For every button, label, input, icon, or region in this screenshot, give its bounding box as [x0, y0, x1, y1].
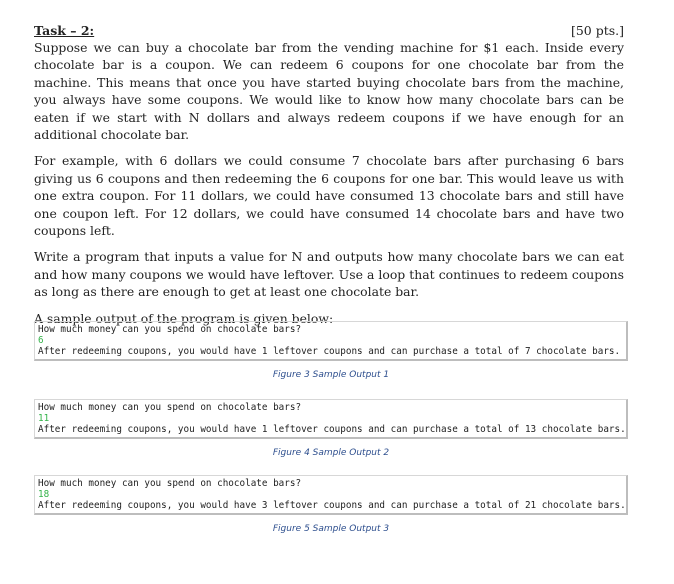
problem-description: Suppose we can buy a chocolate bar from the vending machine for $1 each. Inside every chocolate bar is a coupon. We can redeem 6 coupons for one chocolate bar from the machine. This means that once you have started buying chocolate bars from the machine, you always have some coupons. We would like to know how many chocolate bars can be eaten if we start with N dollars and always redeem coupons if we have enough for an additional chocolate bar. [34, 40, 624, 143]
sample-intro: A sample output of the program is given below: [34, 310, 334, 326]
console-prompt: How much money can you spend on chocolate bars? [38, 402, 302, 413]
figure-caption: Figure 4 Sample Output 2 [272, 448, 390, 458]
sample-output-1 [34, 321, 628, 380]
console-result: After redeeming coupons, you would have 1 leftover coupons and can purchase a total of 13 chocolate bars. [38, 424, 626, 435]
console-box [34, 475, 628, 515]
figure-caption: Figure 5 Sample Output 3 [272, 524, 390, 534]
sample-output-3 [34, 475, 628, 534]
instruction-paragraph: Write a program that inputs a value for N and outputs how many chocolate bars we can eat and how many coupons we would have leftover. Use a loop that continues to redeem coupons as long as there are enough to get at least one chocolate bar. [34, 249, 624, 300]
task-points: [50 pts.] [570, 23, 624, 38]
console-input: 18 [38, 489, 50, 500]
task-document [34, 22, 624, 336]
example-paragraph: For example, with 6 dollars we could consume 7 chocolate bars after purchasing 6 bars giving us 6 coupons and then redeeming the 6 coupons for one bar. This would leave us with one extra coupon. For 11 dollars, we could have consumed 13 chocolate bars and still have one coupon left. For 12 dollars, we could have consumed 14 chocolate bars and have two coupons left. [34, 153, 624, 239]
console-prompt: How much money can you spend on chocolate bars? [38, 478, 302, 489]
figure-caption: Figure 3 Sample Output 1 [272, 370, 390, 380]
console-input: 6 [38, 335, 44, 346]
console-input: 11 [38, 413, 50, 424]
task-header [34, 22, 624, 39]
console-box [34, 321, 628, 361]
console-result: After redeeming coupons, you would have 1 leftover coupons and can purchase a total of 7 chocolate bars. [38, 346, 621, 357]
console-box [34, 399, 628, 439]
sample-output-2 [34, 399, 628, 458]
console-result: After redeeming coupons, you would have 3 leftover coupons and can purchase a total of 21 chocolate bars. [38, 500, 626, 511]
console-prompt: How much money can you spend on chocolate bars? [38, 324, 302, 335]
task-title: Task – 2: [34, 23, 95, 38]
